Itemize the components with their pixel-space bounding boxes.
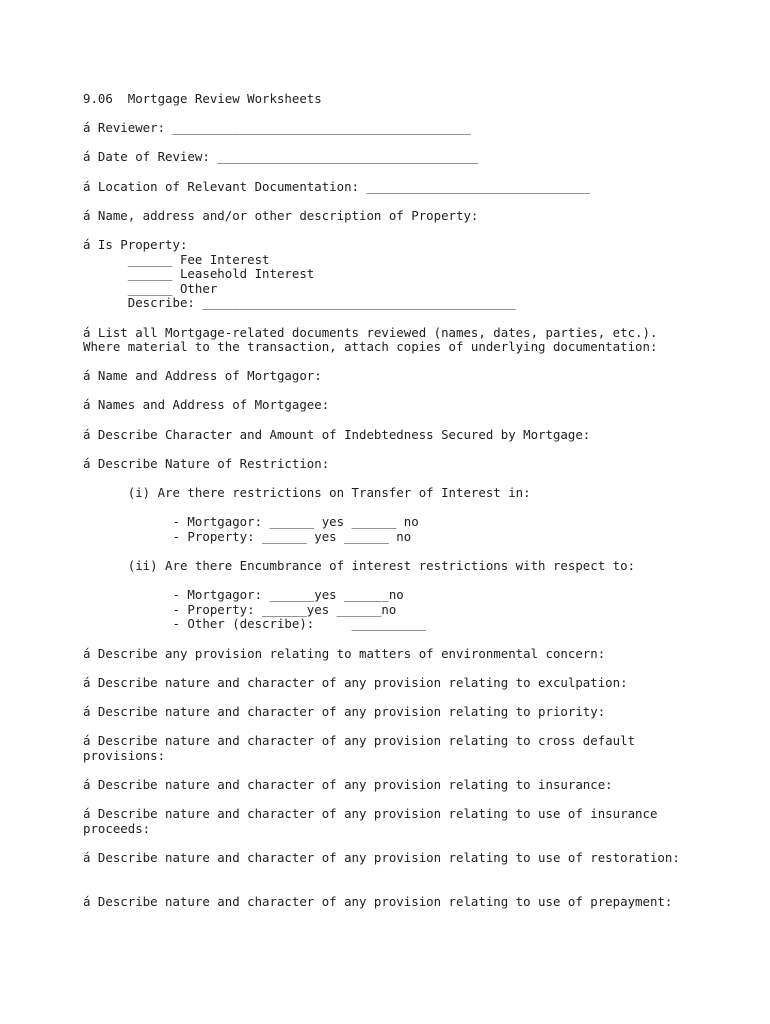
blank-line xyxy=(83,661,743,676)
blank-line xyxy=(83,311,743,326)
blank-line xyxy=(83,355,743,370)
blank-line xyxy=(83,632,743,647)
worksheet-item: á Describe Character and Amount of Indebtedness Secured by Mortgage: xyxy=(83,426,591,442)
sub-option-line: - Property: ______yes ______no xyxy=(83,601,397,617)
sub-question: (ii) Are there Encumbrance of interest restrictions with respect to: xyxy=(83,558,636,573)
blank-line xyxy=(83,574,743,589)
worksheet-item: á Names and Address of Mortgagee: xyxy=(83,397,330,413)
worksheet-item: á Describe nature and character of any provision relating to cross default xyxy=(83,733,636,749)
sub-option-line: - Mortgagor: ______ yes ______ no xyxy=(83,514,419,530)
blank-line xyxy=(83,720,743,735)
blank-line xyxy=(83,690,743,705)
blank-line xyxy=(83,194,743,209)
blank-line xyxy=(83,501,743,516)
blank-line xyxy=(83,136,743,151)
blank-line xyxy=(83,384,743,399)
blank-line xyxy=(83,544,743,559)
property-option-line: ______ Leasehold Interest xyxy=(83,266,315,282)
sub-option-line: - Other (describe): __________ xyxy=(83,616,427,632)
blank-line xyxy=(83,223,743,238)
continuation-line: Where material to the transaction, attach copies of underlying documentation: xyxy=(83,339,658,355)
worksheet-item: á Describe nature and character of any provision relating to insurance: xyxy=(83,776,613,792)
blank-line xyxy=(83,836,743,851)
sub-question: (i) Are there restrictions on Transfer of Interest in: xyxy=(83,485,531,501)
sub-option-line: - Mortgagor: ______yes ______no xyxy=(83,587,404,603)
worksheet-item: á Describe Nature of Restriction: xyxy=(83,455,330,471)
worksheet-item: á Describe nature and character of any provision relating to use of prepayment: xyxy=(83,893,673,909)
property-option-line: Describe: __________________________________________ xyxy=(83,295,516,311)
continuation-line: provisions: xyxy=(83,747,166,763)
worksheet-body xyxy=(83,92,743,909)
blank-line xyxy=(83,165,743,180)
worksheet-item: á Describe nature and character of any provision relating to use of insurance xyxy=(83,806,658,822)
worksheet-item: á Is Property: xyxy=(83,236,188,252)
worksheet-item: á Name, address and/or other description of Property: xyxy=(83,207,479,223)
blank-line xyxy=(83,471,743,486)
sub-option-line: - Property: ______ yes ______ no xyxy=(83,528,412,544)
worksheet-item: á Describe nature and character of any provision relating to exculpation: xyxy=(83,674,628,690)
worksheet-item: á List all Mortgage-related documents reviewed (names, dates, parties, etc.). xyxy=(83,324,658,340)
blank-line xyxy=(83,763,743,778)
worksheet-item: á Location of Relevant Documentation: ______________________________ xyxy=(83,178,591,194)
worksheet-item: á Date of Review: ___________________________________ xyxy=(83,149,479,165)
continuation-line: proceeds: xyxy=(83,820,151,836)
document-title: 9.06 Mortgage Review Worksheets xyxy=(83,91,322,106)
blank-line xyxy=(83,880,743,895)
property-option-line: ______ Fee Interest xyxy=(83,251,270,267)
worksheet-item: á Reviewer: ________________________________________ xyxy=(83,120,471,136)
property-option-line: ______ Other xyxy=(83,280,218,296)
blank-line xyxy=(83,442,743,457)
blank-line xyxy=(83,413,743,428)
blank-line xyxy=(83,865,743,880)
worksheet-item: á Name and Address of Mortgagor: xyxy=(83,368,322,384)
worksheet-item: á Describe nature and character of any provision relating to use of restoration: xyxy=(83,849,680,865)
worksheet-item: á Describe any provision relating to matters of environmental concern: xyxy=(83,645,606,661)
worksheet-item: á Describe nature and character of any provision relating to priority: xyxy=(83,703,606,719)
blank-line xyxy=(83,107,743,122)
blank-line xyxy=(83,793,743,808)
